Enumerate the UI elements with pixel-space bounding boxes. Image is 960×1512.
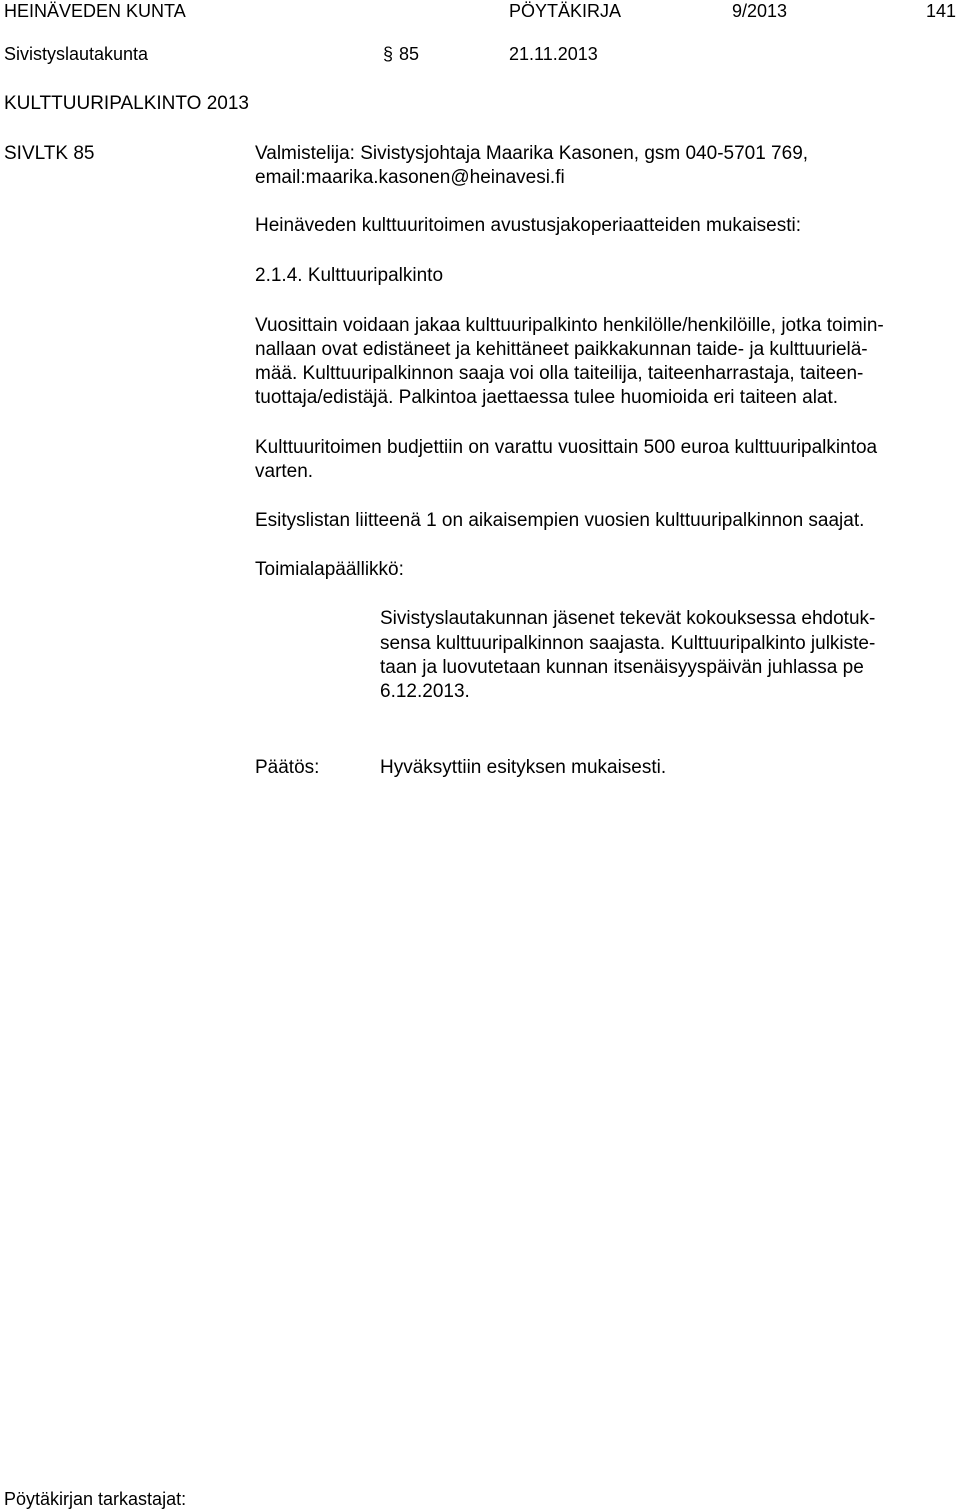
budget-line: Kulttuuritoimen budjettiin on varattu vuosittain 500 euroa kulttuuripalkintoa: [255, 437, 878, 458]
case-reference: SIVLTK 85: [4, 143, 95, 164]
decision-label: Päätös:: [255, 757, 320, 778]
basis-text: Heinäveden kulttuuritoimen avustusjakoperiaatteiden mukaisesti:: [255, 215, 802, 236]
section-number: 85: [399, 44, 420, 64]
proposal-line: taan ja luovutetaan kunnan itsenäisyyspäivän juhlassa pe: [380, 657, 864, 678]
issue-number: 9/2013: [732, 1, 788, 21]
paragraph-line: Vuosittain voidaan jakaa kulttuuripalkinto henkilölle/henkilöille, jotka toimin-: [255, 315, 884, 336]
footer-reviewers: Pöytäkirjan tarkastajat:: [4, 1489, 187, 1509]
section-heading: 2.1.4. Kulttuuripalkinto: [255, 265, 444, 286]
document-type: PÖYTÄKIRJA: [509, 1, 622, 21]
section-symbol: §: [383, 44, 394, 64]
committee-name: Sivistyslautakunta: [4, 44, 149, 64]
municipality-name: HEINÄVEDEN KUNTA: [4, 1, 186, 21]
proposal-label: Toimialapäällikkö:: [255, 559, 404, 580]
decision-text: Hyväksyttiin esityksen mukaisesti.: [380, 757, 667, 778]
meeting-date: 21.11.2013: [509, 44, 598, 64]
preparer-line-2: email:maarika.kasonen@heinavesi.fi: [255, 167, 565, 188]
attachment-note: Esityslistan liitteenä 1 on aikaisempien vuosien kulttuuripalkinnon saajat.: [255, 510, 865, 531]
preparer-line-1: Valmistelija: Sivistysjohtaja Maarika Kasonen, gsm 040-5701 769,: [255, 143, 809, 164]
page-number: 141: [926, 1, 957, 21]
paragraph-line: mää. Kulttuuripalkinnon saaja voi olla taiteilija, taiteenharrastaja, taiteen-: [255, 363, 864, 384]
document-title: KULTTUURIPALKINTO 2013: [4, 93, 249, 114]
paragraph-line: tuottaja/edistäjä. Palkintoa jaettaessa tulee huomioida eri taiteen alat.: [255, 387, 839, 408]
proposal-line: Sivistyslautakunnan jäsenet tekevät kokouksessa ehdotuk-: [380, 608, 876, 629]
budget-line: varten.: [255, 461, 314, 482]
paragraph-line: nallaan ovat edistäneet ja kehittäneet paikkakunnan taide- ja kulttuurielä-: [255, 339, 868, 360]
proposal-line: sensa kulttuuripalkinnon saajasta. Kulttuuripalkinto julkiste-: [380, 633, 876, 654]
proposal-line: 6.12.2013.: [380, 681, 470, 702]
